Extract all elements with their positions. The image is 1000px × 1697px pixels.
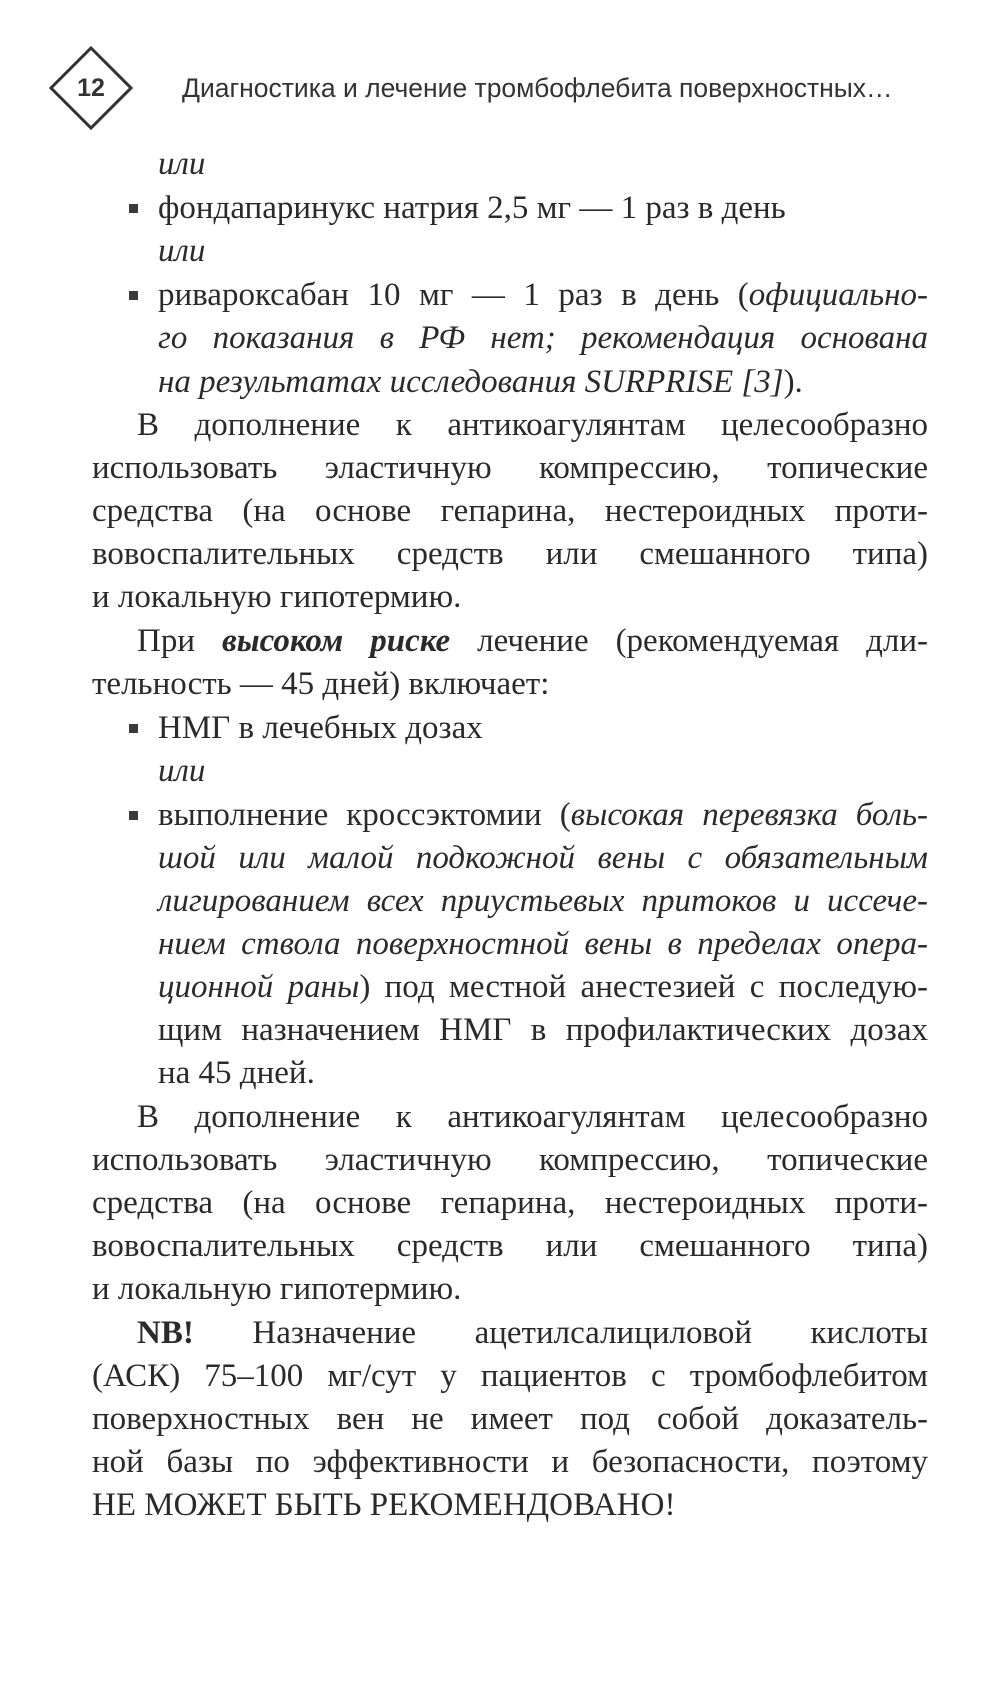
list-item-fondaparinux: фондапаринукс натрия 2,5 мг — 1 раз в день [158,190,786,226]
list-item-crossectomy-cont: щим назначением НМГ в профилактических дозах [158,1012,928,1048]
paragraph-line: (АСК) 75–100 мг/сут у пациентов с тромбофлебитом [92,1358,928,1394]
paragraph-line: вовоспалительных средств или смешанного типа) [92,1228,928,1264]
list-item-crossectomy-end: на 45 дней. [158,1055,315,1091]
paragraph-line: использовать эластичную компрессию, топические [92,450,928,486]
bullet-icon [129,724,138,733]
bullet-icon [129,204,138,213]
or-separator: или [158,146,206,182]
paragraph-line: поверхностных вен не имеет под собой доказатель- [92,1401,928,1437]
paragraph-line-warning: НЕ МОЖЕТ БЫТЬ РЕКОМЕНДОВАНО! [92,1487,676,1523]
list-item-crossectomy-cont: ционной раны) под местной анестезией с последую- [158,969,929,1005]
page-header [0,0,1000,180]
running-title: Диагностика и лечение тромбофлебита поверхностных… [182,73,893,103]
or-separator: или [158,753,206,789]
paragraph-line: средства (на основе гепарина, нестероидных проти- [92,493,928,529]
list-item-crossectomy: выполнение кроссэктомии (высокая перевязка боль- [158,797,928,833]
or-separator: или [158,233,206,269]
bullet-icon [129,291,138,300]
list-item-rivaroxaban: ривароксабан 10 мг — 1 раз в день (официально- [158,277,928,313]
list-item-crossectomy-cont: лигированием всех приустьевых притоков и иссече- [158,883,928,919]
paragraph-line: ной базы по эффективности и безопасности, поэтому [92,1444,928,1480]
paragraph-line: средства (на основе гепарина, нестероидных проти- [92,1185,928,1221]
nb-label: NB! [137,1315,194,1351]
paragraph-line: и локальную гипотермию. [92,579,462,615]
paragraph-line: тельность — 45 дней) включает: [92,666,550,702]
paragraph-high-risk: При высоком риске лечение (рекомендуемая дли- [137,623,928,659]
paragraph-line: вовоспалительных средств или смешанного типа) [92,536,928,572]
paragraph-line: и локальную гипотермию. [92,1271,462,1307]
paragraph-line: В дополнение к антикоагулянтам целесообразно [137,1099,928,1135]
list-item-rivaroxaban-end: на результатах исследования SURPRISE [3]). [158,364,803,400]
page-number: 12 [77,74,105,102]
list-item-crossectomy-cont: шой или малой подкожной вены с обязательным [158,840,928,876]
list-item-nmg: НМГ в лечебных дозах [158,710,483,746]
bullet-icon [129,811,138,820]
list-item-crossectomy-cont: нием ствола поверхностной вены в пределах опера- [158,926,928,962]
nb-paragraph: NB! Назначение ацетилсалициловой кислоты [137,1315,928,1351]
paragraph-line: В дополнение к антикоагулянтам целесообразно [137,407,928,443]
list-item-rivaroxaban-cont: го показания в РФ нет; рекомендация основана [158,320,928,356]
page-number-badge [48,45,134,131]
paragraph-line: использовать эластичную компрессию, топические [92,1142,928,1178]
